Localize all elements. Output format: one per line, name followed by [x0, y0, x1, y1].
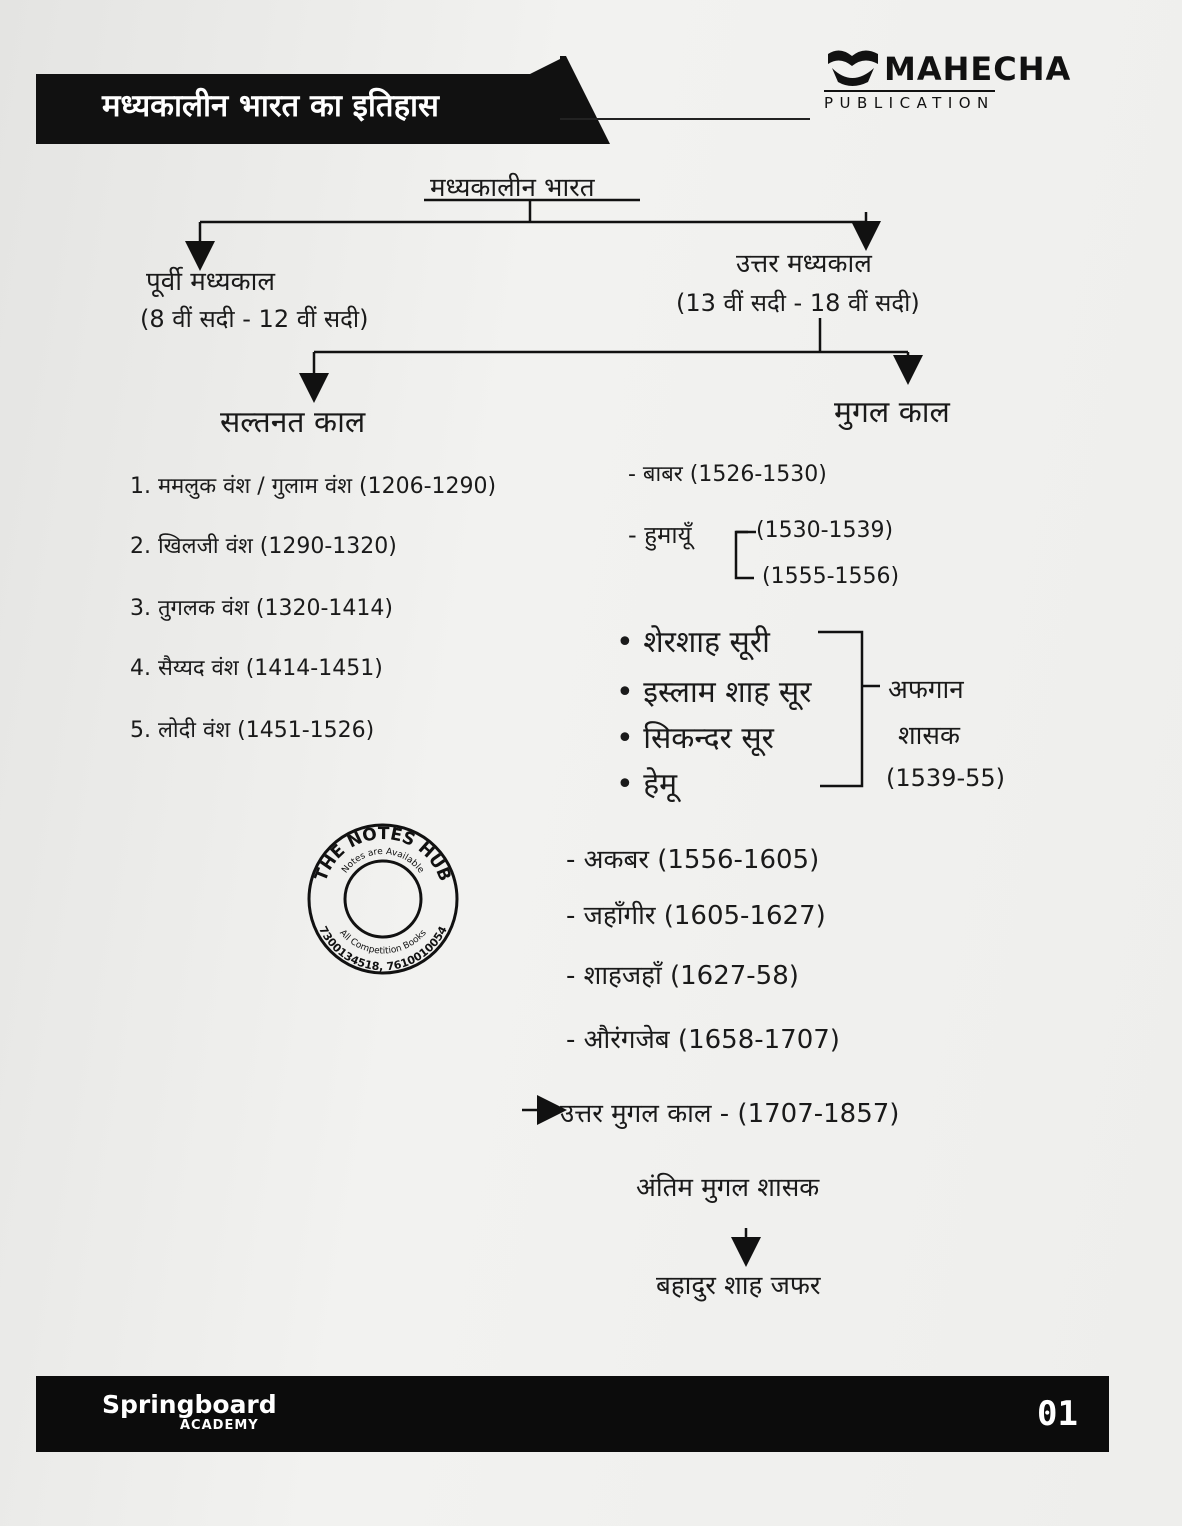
humayun-entry: - हुमायूँ: [628, 521, 692, 549]
last-ruler-name: बहादुर शाह जफर: [656, 1271, 821, 1301]
emperor-entry: - अकबर (1556-1605): [566, 845, 820, 875]
last-ruler-label: अंतिम मुगल शासक: [636, 1173, 820, 1203]
afghan-span: (1539-55): [886, 764, 1006, 792]
emperor-entry: - औरंगजेब (1658-1707): [566, 1025, 840, 1055]
emperor-entry: - जहाँगीर (1605-1627): [566, 901, 826, 931]
stamp-top-text: THE NOTES HUB: [311, 823, 455, 885]
academy-logo: Springboard: [102, 1390, 277, 1419]
stamp-phone-text: 7300134518, 7610010054: [316, 924, 450, 974]
page-number: 01: [1037, 1394, 1078, 1434]
early-period-span: (8 वीं सदी - 12 वीं सदी): [140, 305, 369, 333]
afghan-ruler: • शेरशाह सूरी: [616, 625, 770, 660]
humayun-reign-1: (1530-1539): [756, 518, 894, 543]
late-period-span: (13 वीं सदी - 18 वीं सदी): [676, 289, 920, 317]
late-period-title: उत्तर मध्यकाल: [736, 249, 872, 279]
dynasty-item: 5. लोदी वंश (1451-1526): [130, 718, 375, 743]
late-mughal-entry: उत्तर मुगल काल - (1707-1857): [560, 1099, 900, 1129]
notes-hub-stamp: [306, 822, 460, 976]
dynasty-item: 2. खिलजी वंश (1290-1320): [130, 534, 397, 559]
dynasty-item: 1. ममलुक वंश / गुलाम वंश (1206-1290): [130, 474, 497, 499]
sultanate-title: सल्तनत काल: [220, 405, 366, 440]
afghan-label-2: शासक: [898, 721, 960, 751]
emperor-entry: - शाहजहाँ (1627-58): [566, 961, 799, 991]
stamp-inner-text: Notes are Available: [340, 846, 426, 876]
dynasty-item: 4. सैय्यद वंश (1414-1451): [130, 656, 383, 681]
afghan-ruler: • हेमू: [616, 767, 678, 802]
humayun-reign-2: (1555-1556): [762, 564, 900, 589]
page-title: मध्यकालीन भारत का इतिहास: [102, 88, 440, 124]
dynasty-item: 3. तुगलक वंश (1320-1414): [130, 596, 393, 621]
babur-entry: - बाबर (1526-1530): [628, 462, 827, 487]
mughal-title: मुगल काल: [834, 395, 950, 430]
afghan-ruler: • इस्लाम शाह सूर: [616, 675, 812, 710]
publisher-sub: PUBLICATION: [824, 90, 995, 112]
early-period-title: पूर्वी मध्यकाल: [146, 267, 275, 297]
root-node: मध्यकालीन भारत: [430, 173, 595, 203]
publisher-name: MAHECHA: [884, 50, 1072, 88]
academy-logo-sub: ACADEMY: [180, 1418, 259, 1433]
afghan-label: अफगान: [888, 675, 964, 705]
stamp-books-text: All Competition Books: [337, 928, 429, 957]
afghan-ruler: • सिकन्दर सूर: [616, 721, 774, 756]
